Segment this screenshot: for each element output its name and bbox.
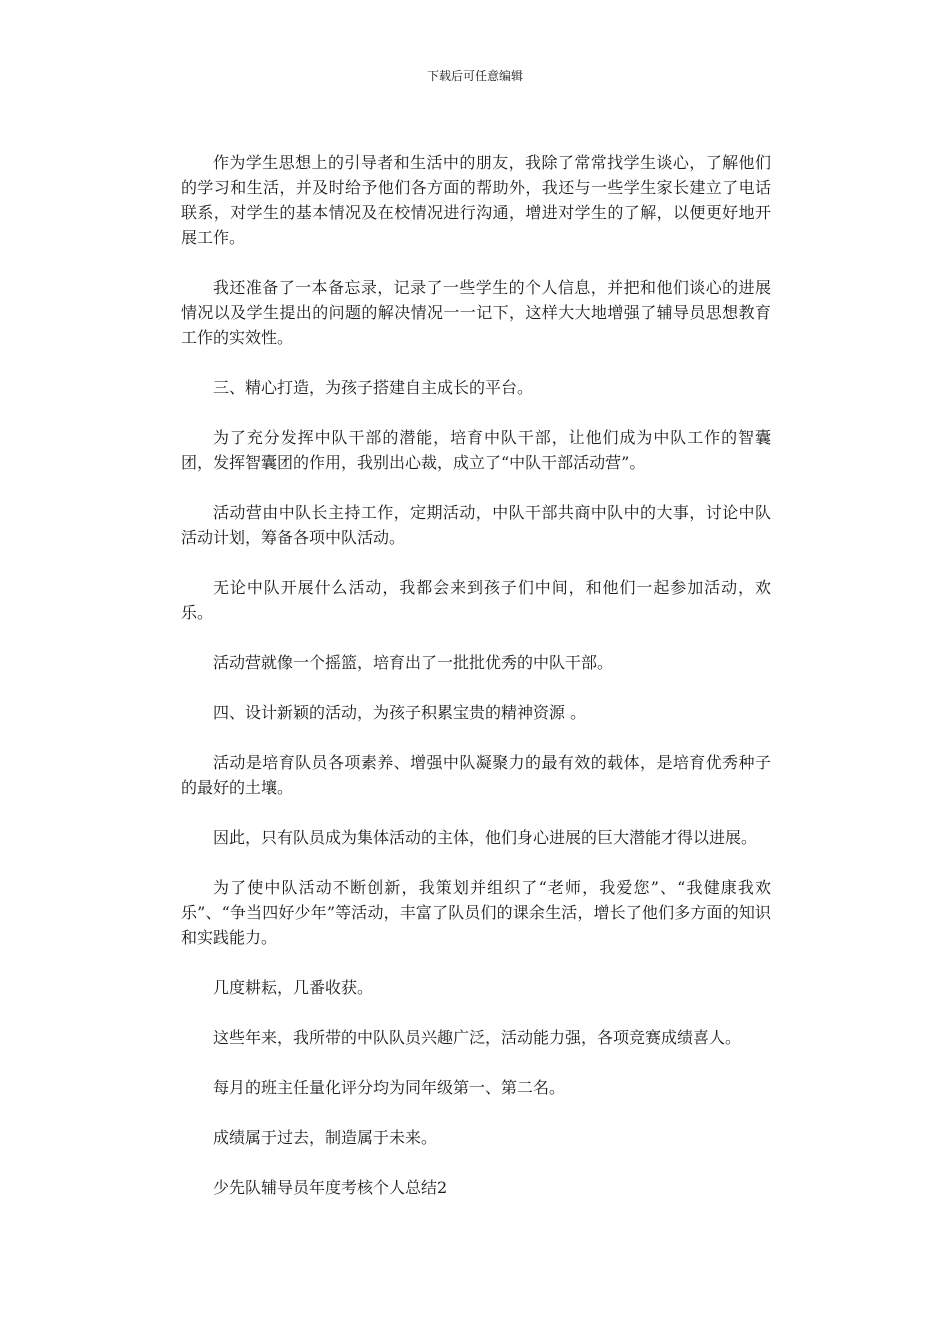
document-body: [181, 150, 771, 1225]
paragraph: 几度耕耘，几番收获。: [213, 978, 374, 997]
paragraph: 为了使中队活动不断创新，我策划并组织了“老师，我爱您”、“我健康我欢乐”、“争当四好少年”等活动，丰富了队员们的课余生活，增长了他们多方面的知识和实践能力。: [181, 878, 771, 947]
paragraph: 活动是培育队员各项素养、增强中队凝聚力的最有效的载体，是培育优秀种子的最好的土壤。: [181, 753, 771, 797]
section-heading: 四、设计新颖的活动，为孩子积累宝贵的精神资源 。: [213, 703, 587, 722]
paragraph: 为了充分发挥中队干部的潜能，培育中队干部，让他们成为中队工作的智囊团，发挥智囊团的作用，我别出心裁，成立了“中队干部活动营”。: [181, 428, 771, 472]
section-heading: 三、精心打造，为孩子搭建自主成长的平台。: [213, 378, 534, 397]
page-header: 下载后可任意编辑: [426, 69, 523, 83]
paragraph: 活动营由中队长主持工作，定期活动，中队干部共商中队中的大事，讨论中队活动计划，筹备各项中队活动。: [181, 503, 771, 547]
paragraph: 作为学生思想上的引导者和生活中的朋友，我除了常常找学生谈心，了解他们的学习和生活，并及时给予他们各方面的帮助外，我还与一些学生家长建立了电话联系，对学生的基本情况及在校情况进行沟通，增进对学生的了解，以便更好地开展工作。: [181, 153, 771, 247]
paragraph: 无论中队开展什么活动，我都会来到孩子们中间，和他们一起参加活动，欢乐。: [181, 578, 771, 622]
paragraph: 这些年来，我所带的中队队员兴趣广泛，活动能力强，各项竞赛成绩喜人。: [213, 1028, 742, 1047]
paragraph: 成绩属于过去，制造属于未来。: [213, 1128, 438, 1147]
paragraph: 因此，只有队员成为集体活动的主体，他们身心进展的巨大潜能才得以进展。: [213, 828, 758, 847]
paragraph: 每月的班主任量化评分均为同年级第一、第二名。: [213, 1078, 566, 1097]
paragraph: 活动营就像一个摇篮，培育出了一批批优秀的中队干部。: [213, 653, 614, 672]
document-title: 少先队辅导员年度考核个人总结2: [213, 1178, 448, 1197]
paragraph: 我还准备了一本备忘录，记录了一些学生的个人信息，并把和他们谈心的进展情况以及学生提出的问题的解决情况一一记下，这样大大地增强了辅导员思想教育工作的实效性。: [181, 278, 771, 347]
